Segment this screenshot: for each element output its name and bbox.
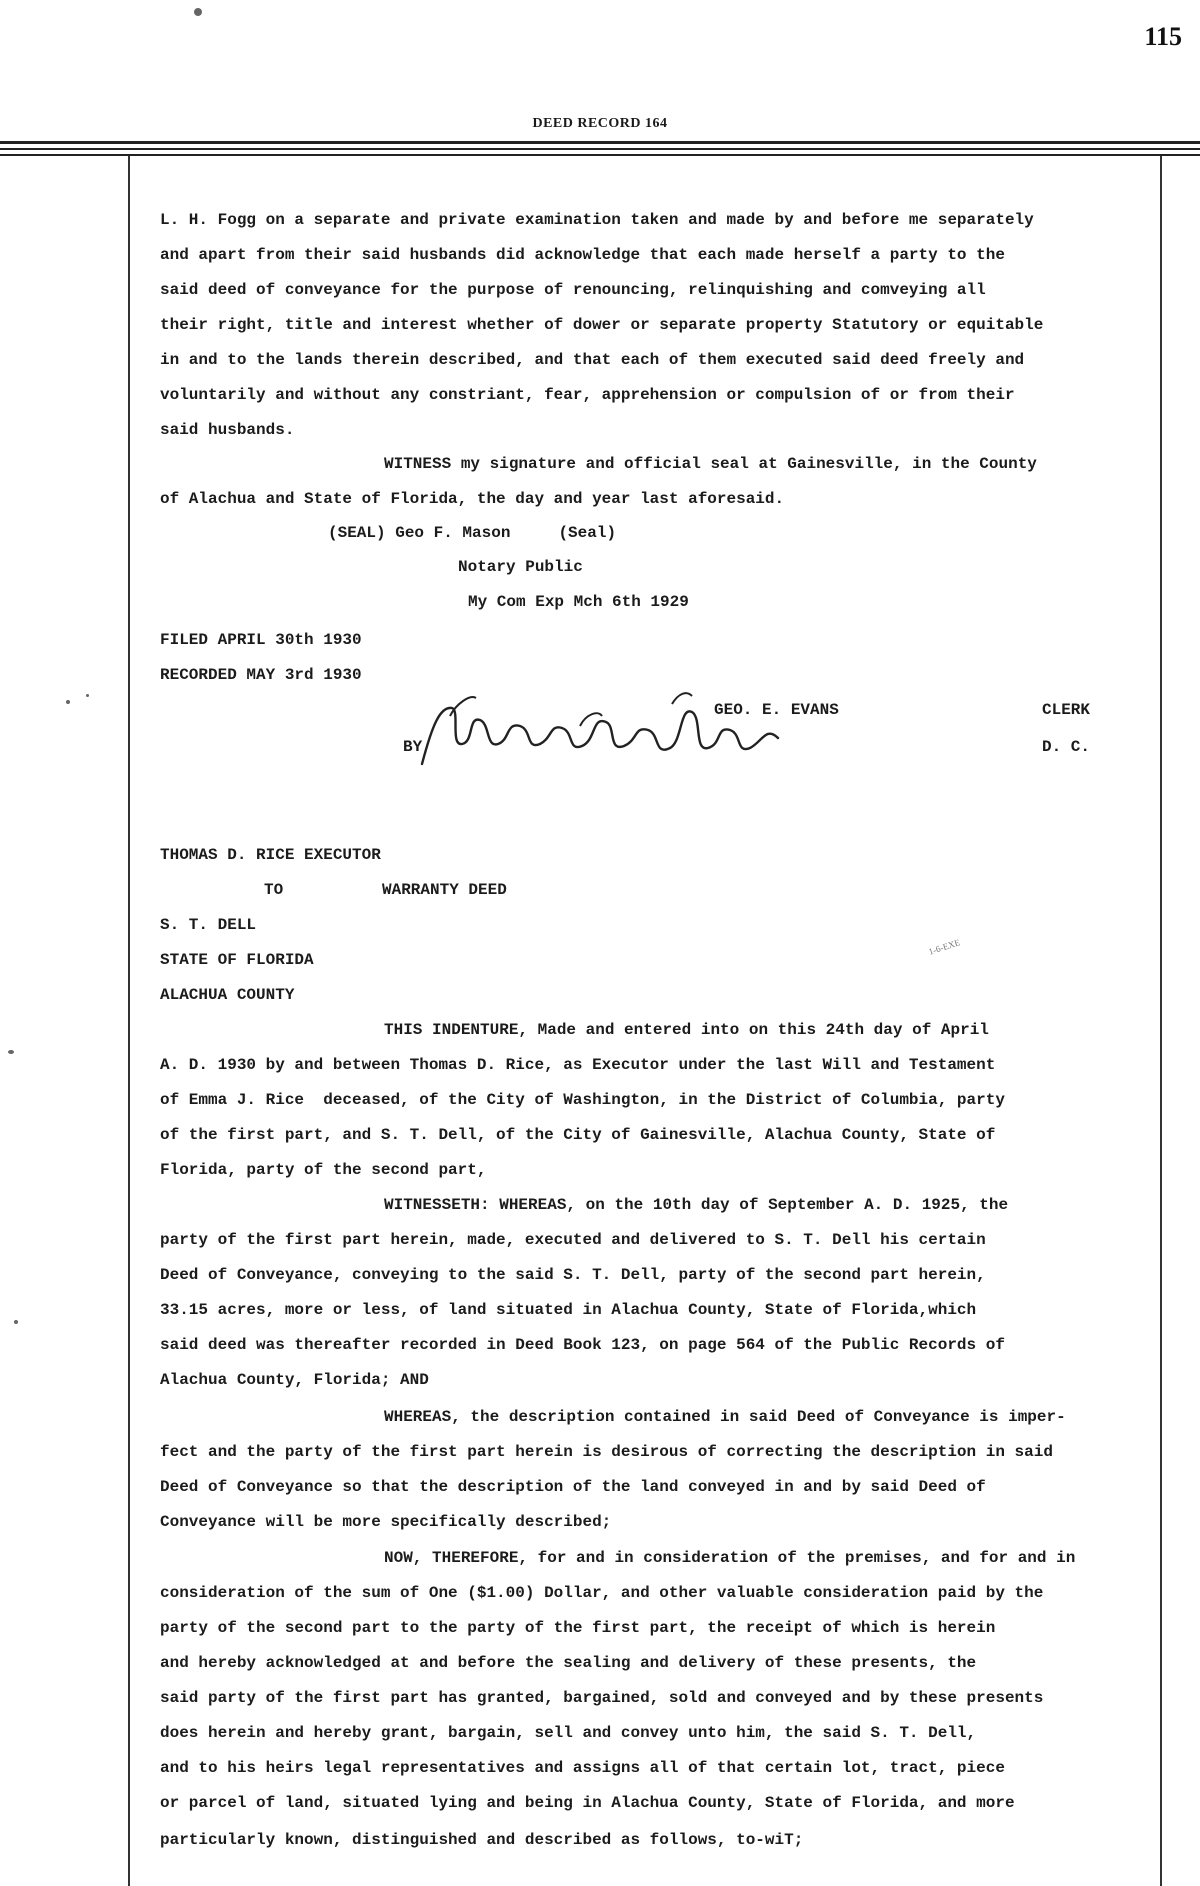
witnesseth-line: Deed of Conveyance, conveying to the said S. T. Dell, party of the second part herein, [160, 1266, 986, 1284]
certificate-line: their right, title and interest whether of dower or separate property Statutory or equitable [160, 316, 1044, 334]
handwritten-signature [410, 686, 800, 780]
consideration-line: or parcel of land, situated lying and being in Alachua County, State of Florida, and more [160, 1794, 1015, 1812]
header-rule [0, 148, 1200, 150]
consideration-line: said party of the first part has granted, bargained, sold and conveyed and by these presents [160, 1689, 1044, 1707]
seal-line: (SEAL) Geo F. Mason (Seal) [328, 524, 617, 542]
certificate-line: said deed of conveyance for the purpose of renouncing, relinquishing and comveying all [160, 281, 986, 299]
whereas-line: fect and the party of the first part herein is desirous of correcting the description in said [160, 1443, 1053, 1461]
scan-speck [8, 1050, 14, 1054]
right-margin-line [1160, 156, 1162, 1886]
certificate-line: and apart from their said husbands did acknowledge that each made herself a party to the [160, 246, 1005, 264]
by-label: BY [403, 738, 423, 756]
scan-speck [66, 700, 70, 704]
grantee: S. T. DELL [160, 916, 257, 934]
page-number: 115 [1144, 22, 1182, 51]
indenture-line: A. D. 1930 by and between Thomas D. Rice, as Executor under the last Will and Testament [160, 1056, 996, 1074]
indenture-line: THIS INDENTURE, Made and entered into on this 24th day of April [384, 1021, 989, 1039]
left-margin-line [128, 156, 130, 1886]
whereas-line: Conveyance will be more specifically described; [160, 1513, 612, 1531]
certificate-line: voluntarily and without any constriant, fear, apprehension or compulsion of or from their [160, 386, 1015, 404]
indenture-line: of Emma J. Rice deceased, of the City of Washington, in the District of Columbia, party [160, 1091, 1005, 1109]
scan-speck [194, 8, 202, 16]
certificate-line: in and to the lands therein described, and that each of them executed said deed freely and [160, 351, 1025, 369]
certificate-line: L. H. Fogg on a separate and private examination taken and made by and before me separately [160, 211, 1034, 229]
consideration-line: and to his heirs legal representatives and assigns all of that certain lot, tract, piece [160, 1759, 1005, 1777]
witnesseth-line: party of the first part herein, made, executed and delivered to S. T. Dell his certain [160, 1231, 986, 1249]
witness-line: of Alachua and State of Florida, the day and year last aforesaid. [160, 490, 785, 508]
whereas-line: WHEREAS, the description contained in said Deed of Conveyance is imper- [384, 1408, 1066, 1426]
scan-speck [14, 1320, 18, 1324]
header-rule [0, 141, 1200, 144]
deed-type: WARRANTY DEED [382, 881, 507, 899]
recorded-date: RECORDED MAY 3rd 1930 [160, 666, 362, 684]
indenture-line: of the first part, and S. T. Dell, of the City of Gainesville, Alachua County, State of [160, 1126, 996, 1144]
consideration-line: and hereby acknowledged at and before the sealing and delivery of these presents, the [160, 1654, 977, 1672]
consideration-line: does herein and hereby grant, bargain, sell and convey unto him, the said S. T. Dell, [160, 1724, 977, 1742]
consideration-line: consideration of the sum of One ($1.00) Dollar, and other valuable consideration paid by the [160, 1584, 1044, 1602]
certificate-line: said husbands. [160, 421, 295, 439]
whereas-line: Deed of Conveyance so that the description of the land conveyed in and by said Deed of [160, 1478, 986, 1496]
running-head: DEED RECORD 164 [532, 116, 668, 131]
indenture-line: Florida, party of the second part, [160, 1161, 487, 1179]
consideration-line: particularly known, distinguished and described as follows, to-wiT; [160, 1831, 804, 1849]
witness-line: WITNESS my signature and official seal at Gainesville, in the County [384, 455, 1037, 473]
state-heading: STATE OF FLORIDA [160, 951, 314, 969]
notary-title: Notary Public [458, 558, 583, 576]
to-label: TO [264, 881, 284, 899]
filed-date: FILED APRIL 30th 1930 [160, 631, 362, 649]
county-heading: ALACHUA COUNTY [160, 986, 295, 1004]
deputy-clerk-label: D. C. [1042, 738, 1091, 756]
clerk-name: GEO. E. EVANS [714, 701, 839, 719]
consideration-line: party of the second part to the party of the first part, the receipt of which is herein [160, 1619, 996, 1637]
header-rule [0, 154, 1200, 156]
margin-stamp: 1-6-EXE [927, 937, 962, 957]
commission-expiry: My Com Exp Mch 6th 1929 [468, 593, 689, 611]
witnesseth-line: Alachua County, Florida; AND [160, 1371, 429, 1389]
witnesseth-line: 33.15 acres, more or less, of land situated in Alachua County, State of Florida,which [160, 1301, 977, 1319]
witnesseth-line: WITNESSETH: WHEREAS, on the 10th day of September A. D. 1925, the [384, 1196, 1009, 1214]
grantor: THOMAS D. RICE EXECUTOR [160, 846, 381, 864]
scan-speck [86, 694, 89, 697]
clerk-title: CLERK [1042, 701, 1091, 719]
consideration-line: NOW, THEREFORE, for and in consideration of the premises, and for and in [384, 1549, 1076, 1567]
witnesseth-line: said deed was thereafter recorded in Deed Book 123, on page 564 of the Public Records of [160, 1336, 1005, 1354]
